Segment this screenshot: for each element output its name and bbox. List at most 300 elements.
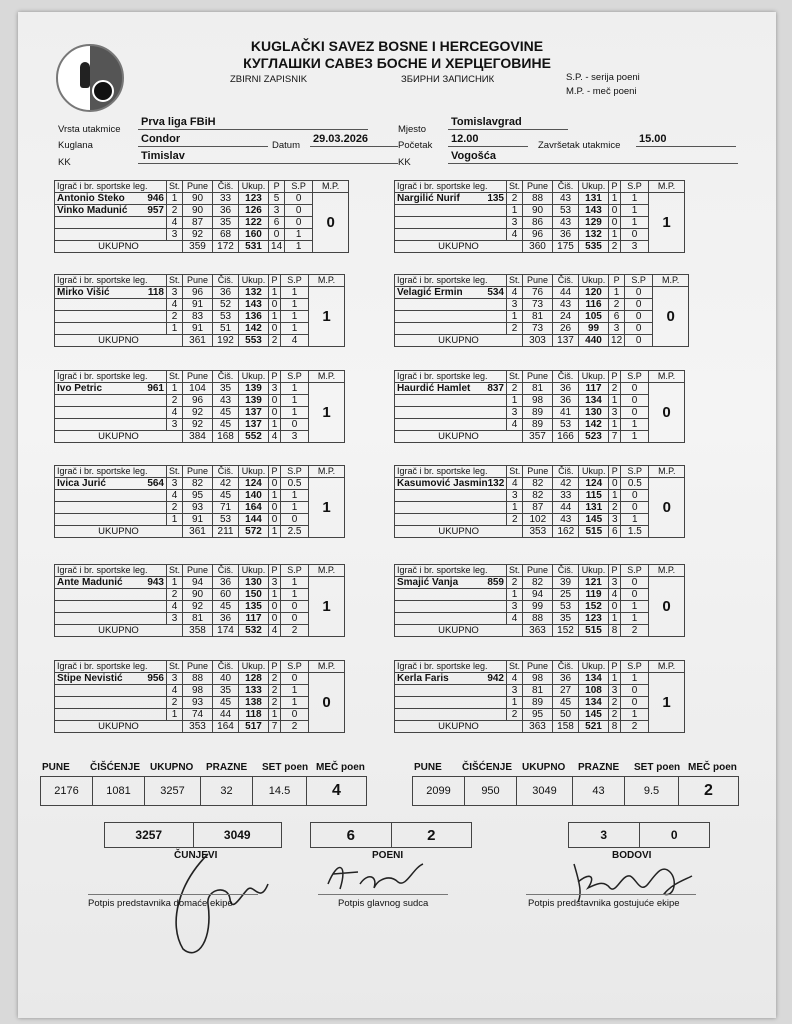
misses-cell: 0 [609,205,621,217]
clear-cell: 45 [553,697,579,709]
home-pins: 3257 [135,828,163,842]
total-misses: 14 [269,241,285,253]
away-game-table-3 [394,370,685,443]
home-summary-value-5: 4 [307,777,367,806]
total-cell: 137 [239,419,269,431]
set-points-cell: 0 [281,419,309,431]
set-points-cell: 0 [621,697,649,709]
set-points-cell: 0 [621,229,649,241]
clear-cell: 26 [553,323,579,335]
summary-label-home-5: MEČ poen [316,762,365,773]
lane-cell: 4 [167,601,183,613]
lane-cell: 4 [167,217,183,229]
match-point-cell: 1 [309,287,345,347]
col-header-cis: Čiš. [553,181,579,193]
full-cell: 87 [183,217,213,229]
points-label: POENI [372,850,404,861]
points-box [310,822,472,848]
player-name: Kasumović Jasmin [397,478,488,489]
total-label: UKUPNO [55,721,183,733]
player-cell [55,311,167,323]
player-name: Ivo Petric [57,383,103,394]
summary-label-home-2: UKUPNO [150,762,194,773]
col-header-igrac: Igrač i br. sportske leg. [55,275,167,287]
total-full: 360 [523,241,553,253]
home-club-value: Timislav [138,150,398,164]
clear-cell: 43 [553,193,579,205]
player-name: Kerla Faris [397,673,449,684]
col-header-ukup: Ukup. [239,275,269,287]
full-cell: 88 [183,673,213,685]
away-summary-value-4: 9.5 [625,777,679,806]
title-cyrillic: КУГЛАШКИ САВЕЗ БОСНЕ И ХЕРЦЕГОВИНЕ [243,55,551,71]
home-game-table-4 [54,465,345,538]
total-row [55,526,345,538]
total-cell: 150 [239,589,269,601]
match-point-cell: 1 [309,383,345,443]
total-cell: 117 [579,383,609,395]
set-points-cell: 1 [281,589,309,601]
match-point-cell: 0 [313,193,349,253]
set-points-cell: 0 [621,395,649,407]
total-pins: 521 [579,721,609,733]
total-cell: 124 [579,478,609,490]
total-set-points: 3 [281,431,309,443]
total-pins: 572 [239,526,269,538]
total-set-points: 1 [621,431,649,443]
total-cell: 130 [239,577,269,589]
score-sheet [18,12,776,1018]
lane-cell: 2 [507,193,523,205]
lane-cell: 3 [167,229,183,241]
table-row [395,613,685,625]
player-cell [55,205,167,217]
total-cell: 108 [579,685,609,697]
away-game-table-1 [394,180,685,253]
set-points-cell: 1 [281,323,309,335]
table-row [395,709,685,721]
player-cell [395,217,507,229]
clear-cell: 51 [213,323,239,335]
player-cell [55,709,167,721]
total-cell: 124 [239,478,269,490]
set-points-cell: 0 [281,673,309,685]
full-cell: 93 [183,697,213,709]
player-cell [395,287,507,299]
col-header-sp: S.P [281,565,309,577]
col-header-igrac: Igrač i br. sportske leg. [395,181,507,193]
end-value: 15.00 [636,133,736,147]
player-cell [55,577,167,589]
away-game-table-2 [394,274,689,347]
player-name: Haurdić Hamlet [397,383,471,394]
player-cell [55,287,167,299]
start-label: Početak [398,140,433,151]
misses-cell: 1 [269,709,281,721]
col-header-sp: S.P [621,661,649,673]
table-row [395,217,685,229]
clear-cell: 36 [213,287,239,299]
table-row [55,613,345,625]
lane-cell: 1 [507,589,523,601]
player-license: 132 [487,478,505,489]
player-cell [395,490,507,502]
misses-cell: 0 [269,323,281,335]
total-cell: 136 [239,311,269,323]
clear-cell: 36 [553,383,579,395]
lane-cell: 3 [507,299,523,311]
col-header-st: St. [167,275,183,287]
col-header-st: St. [167,466,183,478]
col-header-ukup: Ukup. [239,466,269,478]
total-label: UKUPNO [55,241,183,253]
total-label: UKUPNO [395,721,523,733]
col-header-mp: M.P. [309,565,345,577]
subtitle-cyrillic: ЗБИРНИ ЗАПИСНИК [401,74,495,85]
player-cell [55,673,167,685]
set-points-cell: 1 [621,514,649,526]
table-row [395,407,685,419]
lane-cell: 4 [167,490,183,502]
full-cell: 91 [183,299,213,311]
set-points-cell: 1 [621,709,649,721]
total-pins: 532 [239,625,269,637]
total-pins: 553 [239,335,269,347]
misses-cell: 1 [269,490,281,502]
set-points-cell: 1 [621,673,649,685]
total-cell: 142 [239,323,269,335]
clear-cell: 36 [213,613,239,625]
table-row [55,205,349,217]
full-cell: 91 [183,323,213,335]
total-pins: 531 [239,241,269,253]
clear-cell: 44 [213,709,239,721]
col-header-st: St. [167,181,183,193]
total-label: UKUPNO [395,431,523,443]
full-cell: 81 [523,311,553,323]
total-cell: 164 [239,502,269,514]
misses-cell: 1 [269,311,281,323]
player-name: Velagić Ermin [397,287,463,298]
total-clear: 172 [213,241,239,253]
col-header-mp: M.P. [653,275,689,287]
col-header-sp: S.P [281,661,309,673]
match-point-cell: 0 [653,287,689,347]
col-header-p: P [609,565,621,577]
set-points-cell: 1 [621,419,649,431]
match-type-value: Prva liga FBiH [138,116,368,130]
total-cell: 126 [239,205,269,217]
match-type-label: Vrsta utakmice [58,124,121,135]
total-set-points: 1 [285,241,313,253]
misses-cell: 3 [269,383,281,395]
home-signature-label: Potpis predstavnika domaće ekipe [88,898,233,909]
table-row [55,311,345,323]
total-pins: 523 [579,431,609,443]
col-header-pune: Pune [183,371,213,383]
full-cell: 94 [183,577,213,589]
clear-cell: 44 [553,287,579,299]
lane-cell: 2 [507,709,523,721]
player-cell [55,514,167,526]
full-cell: 82 [523,577,553,589]
home-summary-value-4: 14.5 [253,777,307,806]
col-header-sp: S.P [621,565,649,577]
total-row [395,526,685,538]
set-points-cell: 1 [281,311,309,323]
full-cell: 90 [183,205,213,217]
total-clear: 174 [213,625,239,637]
total-set-points: 2 [281,721,309,733]
total-cell: 129 [579,217,609,229]
player-cell [55,685,167,697]
away-summary-value-0: 2099 [413,777,465,806]
player-name: Antonio Šteko [57,193,125,204]
col-header-st: St. [507,371,523,383]
set-points-cell: 1 [621,217,649,229]
total-cell: 142 [579,419,609,431]
lane-cell: 4 [507,673,523,685]
total-cell: 145 [579,709,609,721]
player-license: 859 [487,577,504,588]
total-row [55,335,345,347]
total-label: UKUPNO [55,526,183,538]
set-points-cell: 0 [621,407,649,419]
col-header-sp: S.P [625,275,653,287]
clear-cell: 53 [213,311,239,323]
player-name: Mirko Višić [57,287,110,298]
misses-cell: 0 [269,395,281,407]
table-row [55,673,345,685]
lane-cell: 3 [507,490,523,502]
away-league-points: 0 [639,823,710,847]
player-cell [55,395,167,407]
total-cell: 139 [239,383,269,395]
table-row [55,478,345,490]
player-cell [55,601,167,613]
player-cell [55,229,167,241]
player-cell [395,311,507,323]
misses-cell: 0 [269,478,281,490]
col-header-st: St. [167,371,183,383]
lane-cell: 3 [167,613,183,625]
away-game-table-6 [394,660,685,733]
home-game-table-6 [54,660,345,733]
lane-cell: 1 [167,514,183,526]
total-misses: 2 [609,241,621,253]
full-cell: 94 [523,589,553,601]
total-cell: 139 [239,395,269,407]
away-summary-value-1: 950 [465,777,517,806]
table-row [395,229,685,241]
lane-cell: 3 [507,601,523,613]
clear-cell: 24 [553,311,579,323]
col-header-igrac: Igrač i br. sportske leg. [55,181,167,193]
total-row [55,431,345,443]
misses-cell: 1 [609,490,621,502]
away-club-value: Vogošća [448,150,738,164]
lane-cell: 4 [507,613,523,625]
col-header-ukup: Ukup. [579,371,609,383]
col-header-ukup: Ukup. [579,661,609,673]
total-pins: 552 [239,431,269,443]
summary-label-away-3: PRAZNE [578,762,620,773]
full-cell: 89 [523,419,553,431]
lane-cell: 4 [167,299,183,311]
clear-cell: 45 [213,407,239,419]
col-header-ukup: Ukup. [579,565,609,577]
lane-cell: 2 [167,311,183,323]
lane-cell: 1 [167,577,183,589]
full-cell: 82 [523,490,553,502]
col-header-igrac: Igrač i br. sportske leg. [395,466,507,478]
total-misses: 7 [269,721,281,733]
misses-cell: 4 [609,589,621,601]
col-header-ukup: Ukup. [239,371,269,383]
set-points-cell: 0 [621,490,649,502]
misses-cell: 1 [609,193,621,205]
lane-cell: 3 [167,478,183,490]
away-club-label: KK [398,157,411,168]
total-cell: 105 [579,311,609,323]
summary-label-away-1: ČIŠĆENJE [462,762,513,773]
total-full: 353 [523,526,553,538]
clear-cell: 53 [553,419,579,431]
full-cell: 102 [523,514,553,526]
clear-cell: 52 [213,299,239,311]
lane-cell: 2 [507,514,523,526]
player-name: Smajić Vanja [397,577,459,588]
player-license: 957 [147,205,164,216]
total-label: UKUPNO [395,241,523,253]
full-cell: 95 [183,490,213,502]
col-header-p: P [609,181,621,193]
player-cell [395,419,507,431]
total-misses: 2 [269,335,281,347]
col-header-igrac: Igrač i br. sportske leg. [55,661,167,673]
set-points-cell: 0 [281,613,309,625]
set-points-cell: 0 [621,502,649,514]
col-header-sp: S.P [621,466,649,478]
player-cell [395,589,507,601]
total-row [395,335,689,347]
total-set-points: 2 [281,625,309,637]
misses-cell: 3 [269,205,285,217]
away-game-table-4 [394,465,685,538]
player-cell [55,217,167,229]
full-cell: 81 [523,685,553,697]
clear-cell: 35 [553,613,579,625]
away-summary-table [412,776,739,806]
total-set-points: 0 [625,335,653,347]
total-cell: 123 [579,613,609,625]
player-cell [395,193,507,205]
col-header-igrac: Igrač i br. sportske leg. [55,371,167,383]
player-cell [395,502,507,514]
misses-cell: 0 [269,407,281,419]
clear-cell: 68 [213,229,239,241]
player-license: 961 [147,383,164,394]
table-row [55,193,349,205]
clear-cell: 50 [553,709,579,721]
table-row [55,577,345,589]
clear-cell: 36 [553,673,579,685]
col-header-pune: Pune [183,181,213,193]
lane-cell: 1 [167,709,183,721]
player-cell [395,709,507,721]
full-cell: 96 [183,395,213,407]
lane-cell: 1 [167,193,183,205]
misses-cell: 0 [609,601,621,613]
lane-cell: 3 [507,217,523,229]
home-summary-value-1: 1081 [93,777,145,806]
table-row [395,601,685,613]
home-summary-value-3: 32 [201,777,253,806]
full-cell: 98 [523,673,553,685]
misses-cell: 0 [269,613,281,625]
alley-label: Kuglana [58,140,93,151]
table-row [55,589,345,601]
col-header-p: P [269,275,281,287]
misses-cell: 1 [609,419,621,431]
total-cell: 134 [579,673,609,685]
legend-sp: S.P. - serija poeni [566,72,640,83]
player-cell [395,673,507,685]
col-header-p: P [269,371,281,383]
set-points-cell: 1 [621,601,649,613]
total-cell: 152 [579,601,609,613]
total-clear: 152 [553,625,579,637]
total-full: 361 [183,335,213,347]
set-points-cell: 0 [621,685,649,697]
col-header-pune: Pune [523,371,553,383]
col-header-ukup: Ukup. [239,181,269,193]
total-cell: 138 [239,697,269,709]
col-header-pune: Pune [523,466,553,478]
match-point-cell: 1 [309,577,345,637]
total-pins: 515 [579,526,609,538]
col-header-mp: M.P. [309,661,345,673]
lane-cell: 1 [507,697,523,709]
set-points-cell: 1 [281,697,309,709]
set-points-cell: 0 [625,311,653,323]
table-row [55,685,345,697]
col-header-sp: S.P [621,371,649,383]
table-row [55,514,345,526]
table-row [55,502,345,514]
total-pins: 517 [239,721,269,733]
player-name: Stipe Nevistić [57,673,123,684]
clear-cell: 45 [213,697,239,709]
match-point-cell: 1 [309,478,345,538]
clear-cell: 43 [213,395,239,407]
league-points-box [568,822,710,848]
col-header-sp: S.P [281,275,309,287]
table-row [55,490,345,502]
player-cell [55,502,167,514]
total-cell: 160 [239,229,269,241]
table-row [395,193,685,205]
total-row [395,431,685,443]
table-row [395,502,685,514]
col-header-cis: Čiš. [553,371,579,383]
total-cell: 128 [239,673,269,685]
full-cell: 86 [523,217,553,229]
misses-cell: 2 [269,685,281,697]
total-cell: 122 [239,217,269,229]
col-header-pune: Pune [183,565,213,577]
col-header-p: P [609,371,621,383]
